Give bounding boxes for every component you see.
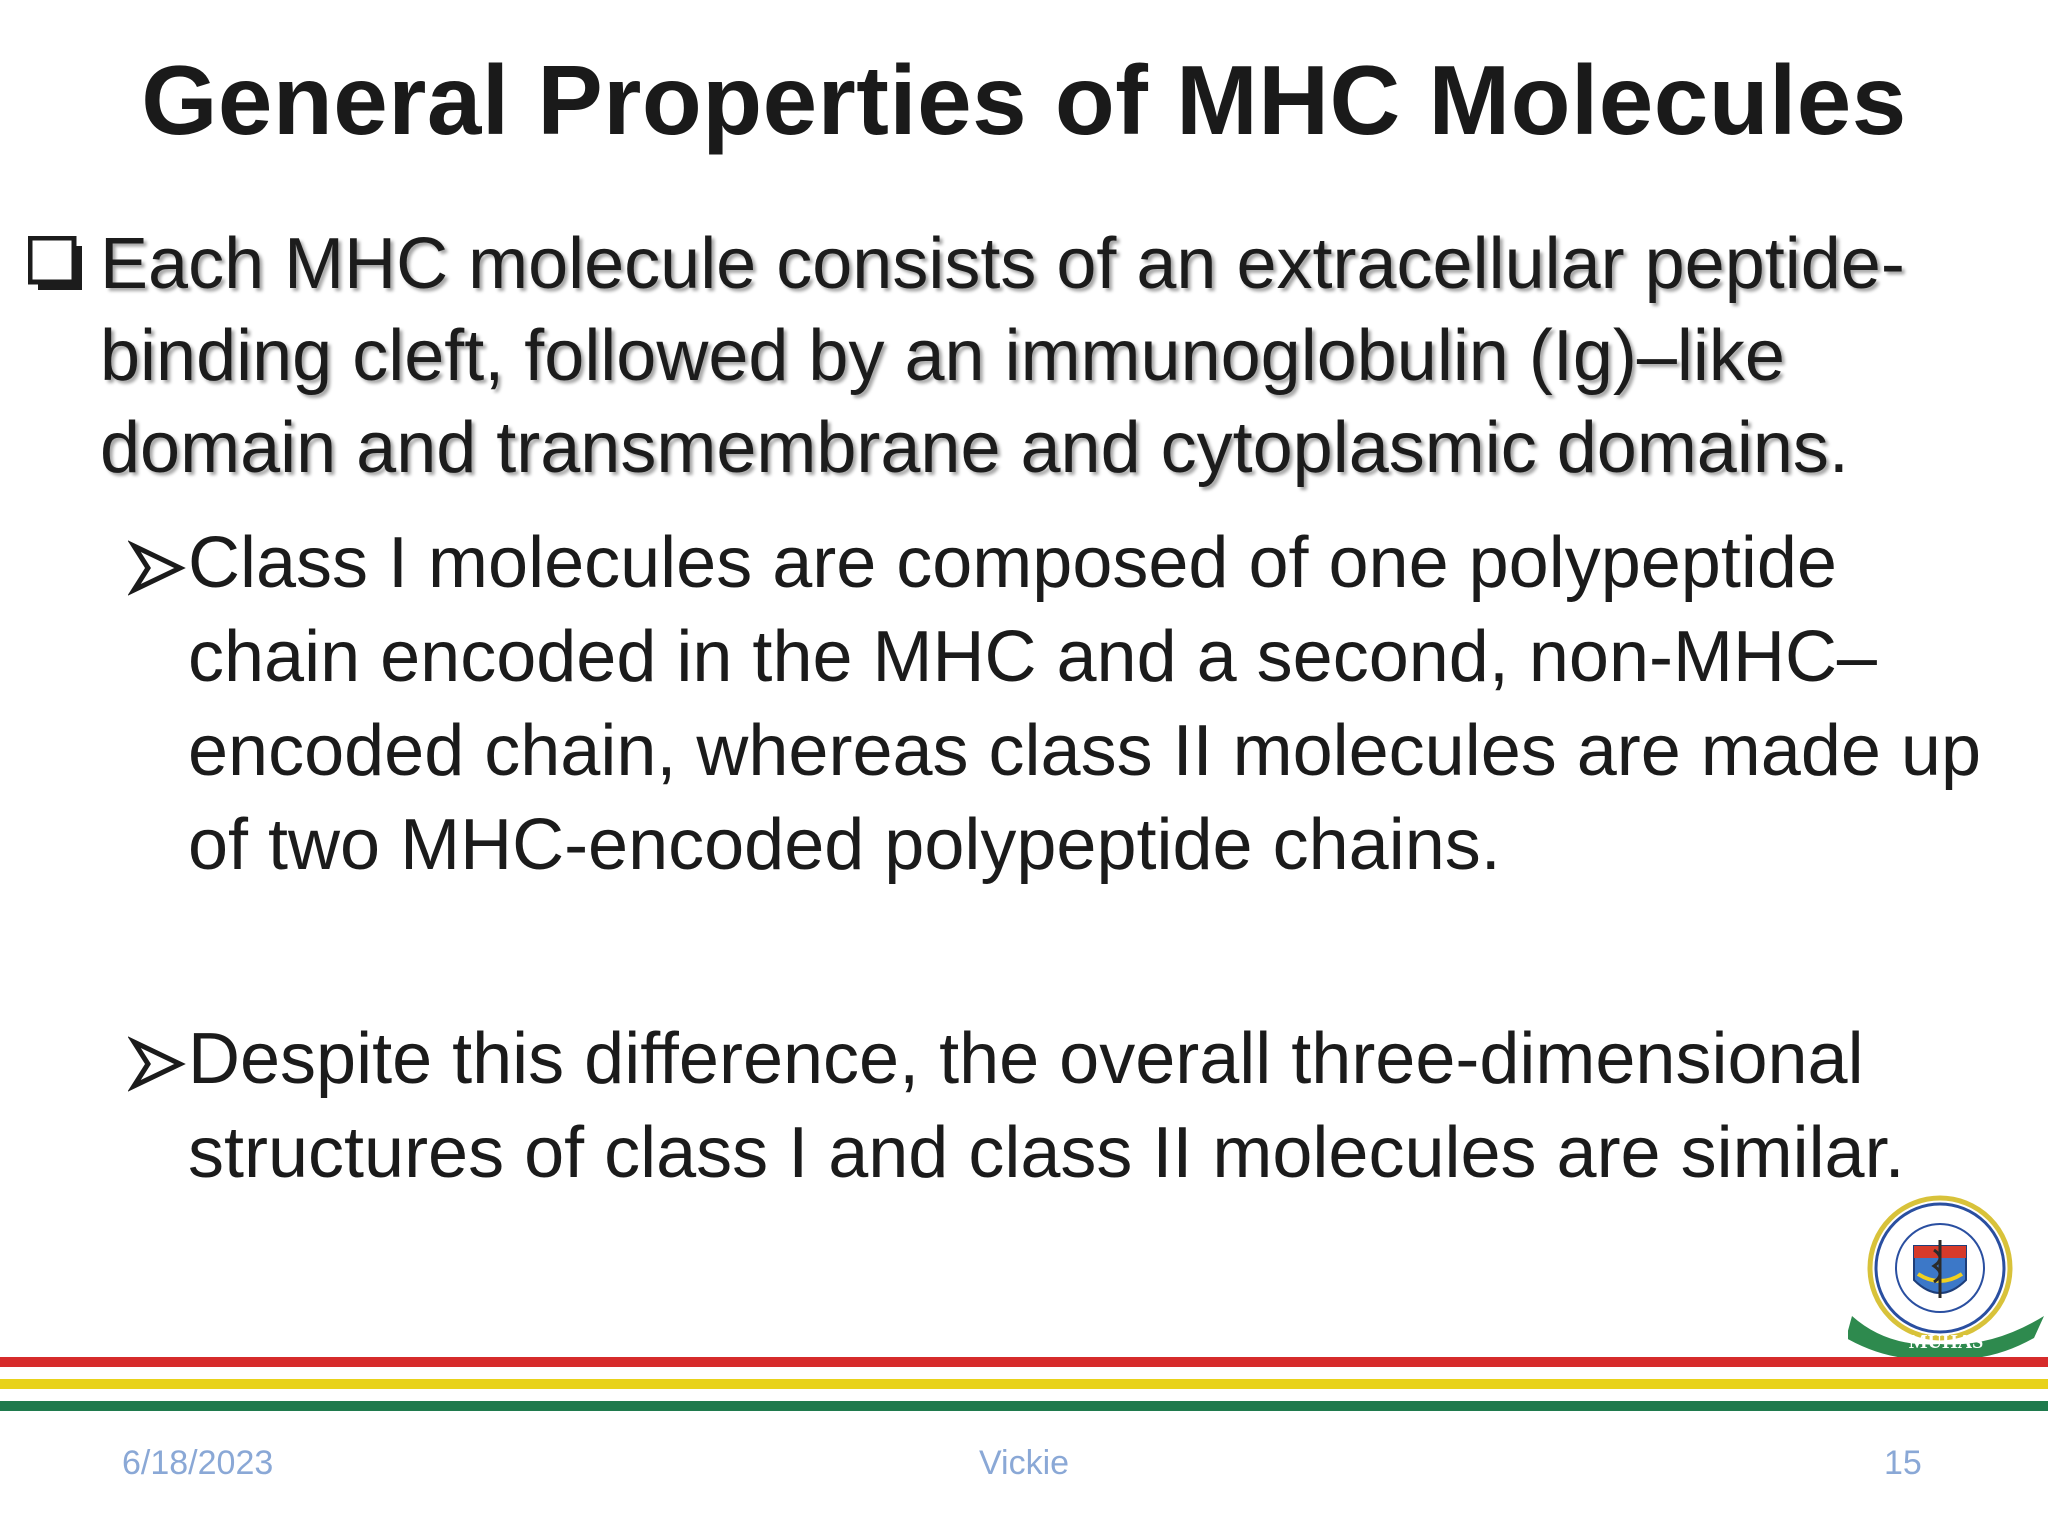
stripe-yellow: [0, 1379, 2048, 1389]
checkbox-bullet-icon: [28, 236, 84, 292]
arrow-bullet-icon: [128, 538, 188, 598]
sub-bullet-1-text: Class I molecules are composed of one polypeptide chain encoded in the MHC and a second, non-MHC–encoded chain, whereas class II molecules are made up of two MHC-encoded polypeptide chains.: [188, 523, 1982, 885]
main-bullet-body: Each MHC molecule consists of an extracellular peptide-binding cleft, followed by an immunoglobulin (Ig)–like domain and transmembrane and cytoplasmic domains: [100, 224, 1905, 488]
footer-date: 6/18/2023: [122, 1444, 274, 1482]
footer-page-number: 15: [1884, 1444, 1922, 1482]
slide-title: General Properties of MHC Molecules: [141, 45, 1907, 155]
stripe-red: [0, 1357, 2048, 1367]
main-bullet-period: .: [1828, 408, 1849, 488]
main-bullet: [28, 218, 2018, 494]
muhas-logo: [1848, 1188, 2048, 1358]
stripe-green: [0, 1401, 2048, 1411]
sub-bullet-2: [128, 1012, 2028, 1200]
arrow-bullet-icon: [128, 1034, 188, 1094]
sub-bullet-1: [128, 516, 2028, 892]
logo-text: MUHAS: [1908, 1331, 1984, 1353]
main-bullet-text: [100, 218, 2018, 494]
footer-author: Vickie: [978, 1444, 1070, 1482]
footer-stripes: [0, 1357, 2048, 1417]
sub-bullet-2-text: Despite this difference, the overall three-dimensional structures of class I and class II molecules are similar.: [188, 1019, 1905, 1193]
